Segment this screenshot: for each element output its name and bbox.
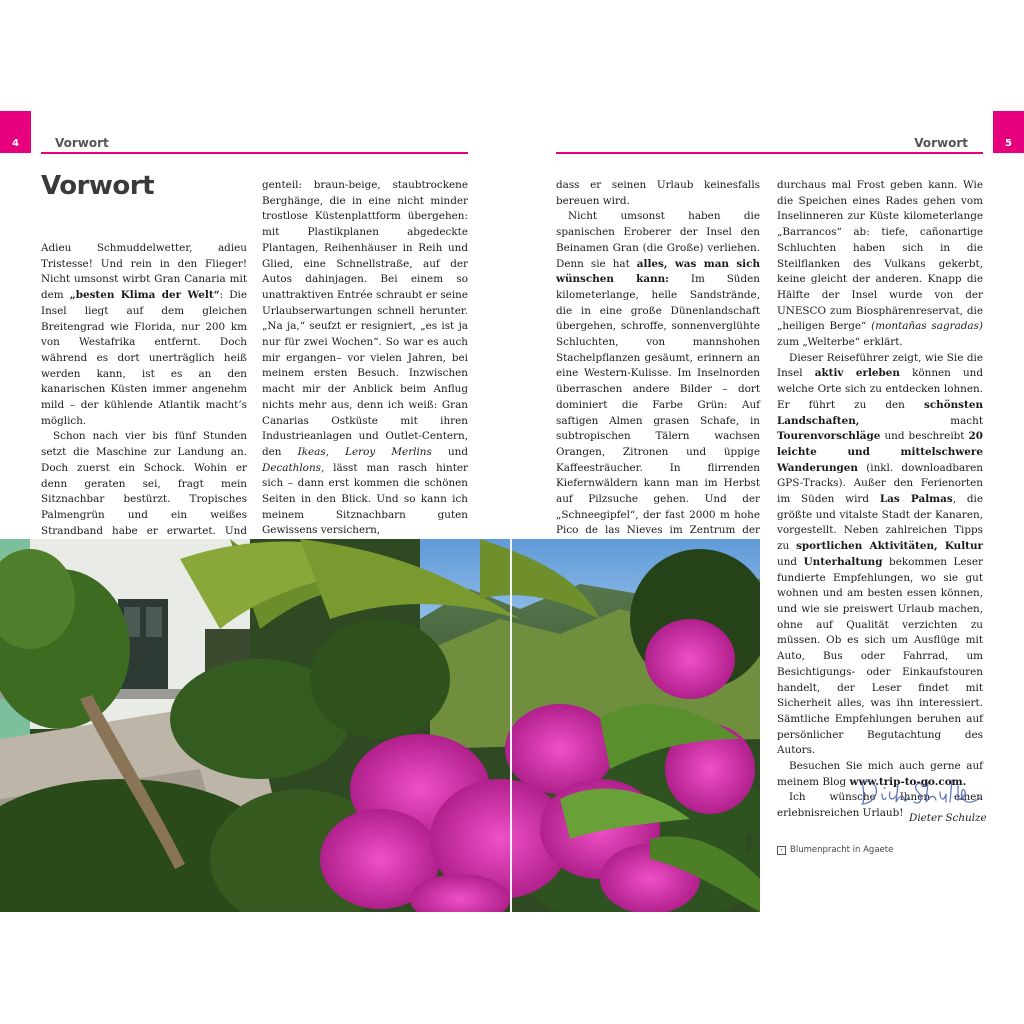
col1-paragraph-2: Schon nach vier bis fünf Stunden setzt die Maschine zur Landung an. Doch zuerst ein Schock. Wohin er denn geraten sei, fragt mein Sitznachbar bestürzt. Tropisches Palmengrün und ein weißes Strandband habe er erwartet. Und <box>41 430 247 537</box>
running-head-right: Vorwort <box>914 136 968 150</box>
page-number-right: 5 <box>1005 138 1012 149</box>
header-rule-right <box>556 152 983 154</box>
photo-caption <box>777 845 893 855</box>
text-column-1 <box>41 241 247 571</box>
col4-paragraph-2: Dieser Reiseführer zeigt, wie Sie die Insel aktiv erleben können und welche Orte sich zu entdecken lohnen. Er führt zu den schönsten Landschaften, macht Tourenvorschläge und beschreibt 20 leichte und mittelschwere Wanderungen (inkl. downloadbaren GPS-Tracks). Außer den Ferienorten im Süden wird Las Palmas, die größte und vitalste Stadt der Kanaren, vorgestellt. Neben zahlreichen Tipps zu sportlichen Aktivitäten, Kultur und Unterhaltung bekommen Leser fundierte Empfehlungen, wo sie gut wohnen und am besten essen können, und wie sie preiswert Urlaub machen, ohne auf Qualität verzichten zu müssen. Ob es sich um Ausflüge mit Auto, Bus oder Fahrrad, um Besichtigungs- oder Einkaufstouren handelt, der Leser findet mit Sicherheit alles, was ihn interessiert. Sämtliche Empfehlungen beruhen auf persönlicher Begutachtung des Autors. <box>777 351 983 757</box>
running-head-left: Vorwort <box>55 136 109 150</box>
caption-text: Blumenpracht in Agaete <box>790 845 894 855</box>
text-column-4 <box>777 178 983 822</box>
col4-paragraph-3: Besuchen Sie mich auch gerne auf meinem Blog www.trip-to-go.com. <box>777 760 983 788</box>
author-name: Dieter Schulze <box>909 812 987 824</box>
garden-photo <box>0 539 760 912</box>
col2-paragraph-1: genteil: braun-beige, staubtrockene Berghänge, die in eine nicht minder trostlose Küstenplattform übergehen: mit Plastikplanen abgedeckte Plantagen, Reihenhäuser in Reih und Glied, eine Schnellstraße, auf der Autos dahinjagen. Bei einem so unattraktiven Entrée schraubt er seine Urlaubserwartungen schnell herunter. „Na ja,“ seufzt er resigniert, „es ist ja nur für zwei Wochen“. So war es auch mir ergangen– vor vielen Jahren, bei meinem ersten Besuch. Inzwischen macht mir der Anblick beim Anflug nichts mehr aus, denn ich weiß: Gran Canarias Ostküste mit ihren Industrieanlagen und Outlet-Centern, den Ikeas, Leroy Merlins und Decathlons, lässt man rasch hinter sich – dann erst kommen die schönen Seiten in den Blick. Und so kann ich meinem Sitznachbarn guten Gewissens versichern, <box>262 179 468 537</box>
header-rule-left <box>41 152 468 154</box>
chapter-title: Vorwort <box>41 171 155 201</box>
page-number-tab-left <box>0 111 31 153</box>
page-number-tab-right <box>993 111 1024 153</box>
col3-paragraph-1: dass er seinen Urlaub keinesfalls bereuen wird. <box>556 179 760 207</box>
text-column-3 <box>556 178 760 555</box>
text-column-2 <box>262 178 468 539</box>
col1-paragraph-1: Adieu Schmuddelwetter, adieu Tristesse! Und rein in den Flieger! Nicht umsonst wirbt Gran Canaria mit dem „besten Klima der Welt“: Die Insel liegt auf dem gleichen Breitengrad wie Florida, nur 200 km von Westafrika entfernt. Doch während es dort unerträglich heiß werden kann, ist es an den kanarischen Küsten immer angenehm mild – der kühlende Atlantik macht’s möglich. <box>41 242 247 427</box>
handwritten-signature <box>858 776 988 814</box>
col4-paragraph-4: Ich wünsche Ihnen einen erlebnisreichen Urlaub! <box>777 791 983 820</box>
page-number-left: 4 <box>12 138 19 149</box>
arrow-left-box-icon: ‹ <box>777 846 786 855</box>
photo-credit: 086gs <box>745 833 752 852</box>
col3-paragraph-2: Nicht umsonst haben die spanischen Eroberer der Insel den Beinamen Gran (die Große) verliehen. Denn sie hat alles, was man sich wünschen kann: Im Süden kilometerlange, helle Sandstrände, die in eine große Dünenlandschaft übergehen, schroffe, sonnenverglühte Schluchten, von mannshohen Stachelpflanzen gesäumt, erinnern an eine Western-Kulisse. Im Inselnorden überraschen andere Bilder – dort dominiert die Farbe Grün: Auf saftigen Almen grasen Schafe, in subtropischen Tälern wachsen Orangen, Zitronen und üppige Kaffeesträucher. In flirrenden Kiefernwäldern kann man im Herbst auf Pilzsuche gehen. Und der „Schneegipfel“, der fast 2000 m hohe Pico de las Nieves im Zentrum der <box>556 210 760 537</box>
col4-paragraph-1: durchaus mal Frost geben kann. Wie die Speichen eines Rades gehen vom Inselinneren zur Küste kilometerlange „Barrancos“ ab: tiefe, cañonartige Schluchten haben sich in die Steilflanken des Vulkans gekerbt, keine gleicht der anderen. Knapp die Hälfte der Insel wurde von der UNESCO zum Biosphärenreservat, die „heiligen Berge“ (montañas sagradas) zum „Welterbe“ erklärt. <box>777 179 983 349</box>
